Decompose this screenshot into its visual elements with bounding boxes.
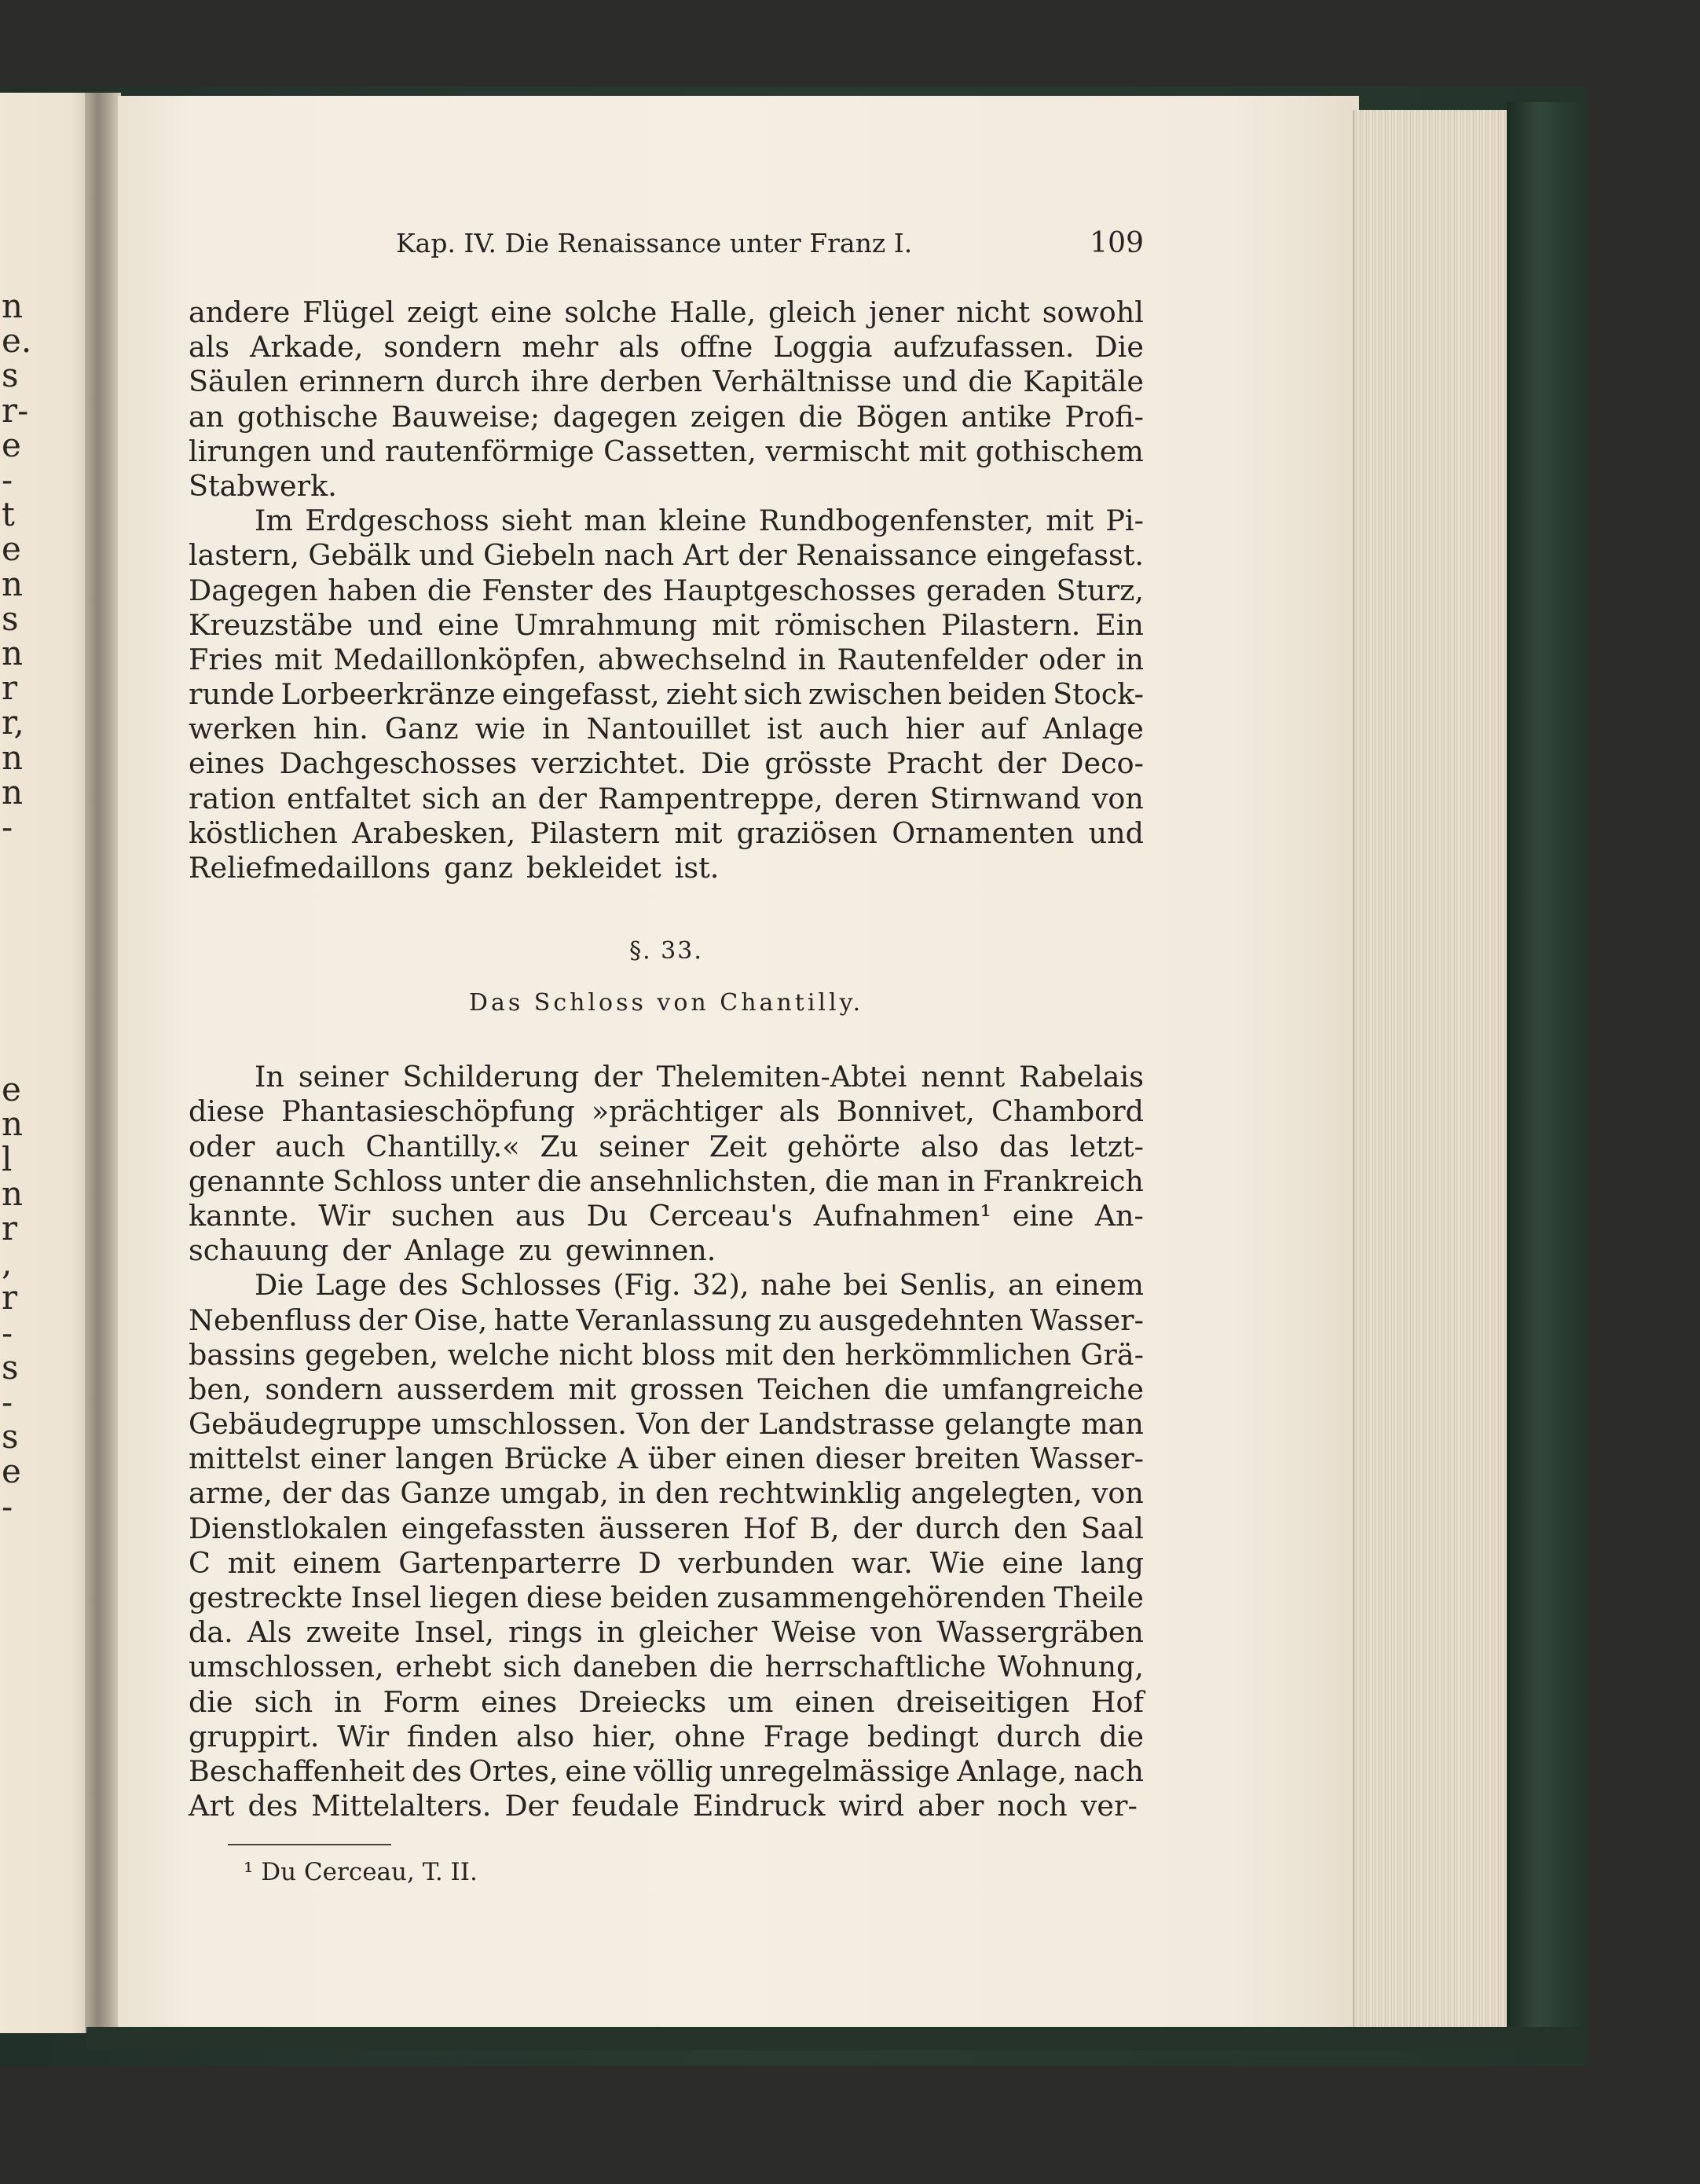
left-page-fragment: r,: [2, 703, 24, 742]
left-page-fragment: -: [2, 1313, 13, 1352]
left-page-fragment: r: [2, 669, 18, 708]
text-line: ben, sondern ausserdem mit grossen Teichen die umfangreiche: [189, 1372, 1144, 1406]
left-page-fragment: e: [2, 425, 21, 464]
left-page-fragment: s: [2, 1347, 19, 1387]
book-gutter: [85, 93, 121, 2033]
left-page-fragment: ,: [2, 1244, 13, 1283]
text-line: Gebäudegruppe umschlossen. Von der Landstrasse gelangte man: [189, 1407, 1144, 1442]
text-line: Stabwerk.: [189, 468, 337, 503]
left-page-fragment: r-: [2, 390, 29, 430]
text-line: lirungen und rautenförmige Cassetten, vermischt mit gothischem: [189, 434, 1144, 468]
left-page-fragment: n: [2, 634, 24, 672]
text-line: an gothische Bauweise; dagegen zeigen die Bögen antike Profi-: [189, 399, 1144, 434]
left-page-fragment: n: [2, 738, 24, 777]
text-line: diese Phantasieschöpfung »prächtiger als Bonnivet, Chambord: [189, 1094, 1144, 1129]
paragraph-3: [189, 1060, 1144, 1268]
left-page-fragment: e: [2, 1452, 21, 1491]
left-page-fragment: -: [2, 808, 13, 846]
section-title: Das Schloss von Chantilly.: [468, 989, 864, 1017]
text-line: Art des Mittelalters. Der feudale Eindruck wird aber noch ver-: [189, 1789, 1138, 1823]
paragraph-2: [189, 504, 1144, 885]
text-line: schauung der Anlage zu gewinnen.: [189, 1233, 716, 1268]
page-text: [189, 223, 1144, 1889]
text-line: Beschaffenheit des Ortes, eine völlig unregelmässige Anlage, nach: [189, 1753, 1144, 1788]
text-line: ration entfaltet sich an der Rampentreppe, deren Stirnwand von: [189, 781, 1144, 815]
section-number: §. 33.: [629, 937, 703, 966]
text-line: oder auch Chantilly.« Zu seiner Zeit gehörte also das letzt-: [189, 1129, 1144, 1163]
page-fore-edge: [1353, 110, 1511, 2027]
text-line: C mit einem Gartenparterre D verbunden war. Wie eine lang: [189, 1545, 1144, 1580]
running-head-title: Kap. IV. Die Renaissance unter Franz I.: [396, 228, 913, 258]
paragraph-1: [189, 295, 1144, 504]
text-line: die sich in Form eines Dreiecks um einen dreiseitigen Hof: [189, 1684, 1144, 1719]
text-line: Nebenfluss der Oise, hatte Veranlassung zu ausgedehnten Wasser-: [189, 1303, 1144, 1337]
left-page-fragment: t: [2, 495, 15, 534]
left-page-fragment: s: [2, 1417, 19, 1457]
left-page-fragment: n: [2, 1174, 24, 1213]
text-line: arme, der das Ganze umgab, in den rechtwinklig angelegten, von: [189, 1476, 1144, 1511]
text-line: werken hin. Ganz wie in Nantouillet ist auch hier auf Anlage: [189, 712, 1144, 746]
left-page-fragment: e: [2, 1070, 21, 1109]
left-page-fragment: n: [2, 772, 24, 812]
left-page: [0, 93, 88, 2033]
text-line: gruppirt. Wir finden also hier, ohne Frage bedingt durch die: [189, 1719, 1144, 1753]
text-line: gestreckte Insel liegen diese beiden zusammengehörenden Theile: [189, 1581, 1144, 1614]
text-line: Die Lage des Schlosses (Fig. 32), nahe bei Senlis, an einem: [255, 1268, 1144, 1303]
text-line: Kreuzstäbe und eine Umrahmung mit römischen Pilastern. Ein: [189, 607, 1144, 642]
text-line: runde Lorbeerkränze eingefasst, zieht sich zwischen beiden Stock-: [189, 677, 1144, 712]
text-line: Dienstlokalen eingefassten äusseren Hof B, der durch den Saal: [189, 1511, 1144, 1545]
left-page-fragment: r: [2, 1278, 18, 1317]
text-line: kannte. Wir suchen aus Du Cerceau's Aufnahmen¹ eine An-: [189, 1198, 1144, 1233]
left-page-fragment: n: [2, 564, 24, 603]
cover-edge: [1507, 102, 1585, 2043]
cover-bottom-edge: [86, 2027, 1587, 2050]
text-line: andere Flügel zeigt eine solche Halle, gleich jener nicht sowohl: [189, 295, 1144, 329]
left-page-fragment: -: [2, 1486, 13, 1526]
text-line: In seiner Schilderung der Thelemiten-Abtei nennt Rabelais: [255, 1060, 1144, 1094]
text-line: lastern, Gebälk und Giebeln nach Art der Renaissance eingefasst.: [189, 538, 1144, 573]
running-head: [396, 223, 1144, 264]
text-line: köstlichen Arabesken, Pilastern mit graziösen Ornamenten und: [189, 815, 1144, 850]
left-page-fragment: n: [2, 1105, 24, 1144]
left-page-fragment: -: [2, 1383, 13, 1421]
left-page-fragment: s: [2, 356, 19, 395]
left-page-fragment: e.: [2, 321, 32, 361]
text-line: Reliefmedaillons ganz bekleidet ist.: [189, 851, 720, 885]
left-page-fragment: n: [2, 287, 24, 325]
text-line: mittelst einer langen Brücke A über einen dieser breiten Wasser-: [189, 1442, 1144, 1476]
text-line: umschlossen, erhebt sich daneben die herrschaftliche Wohnung,: [189, 1650, 1144, 1684]
text-line: da. Als zweite Insel, rings in gleicher Weise von Wassergräben: [189, 1615, 1144, 1650]
footnote-rule: [228, 1844, 391, 1845]
left-page-fragment: -: [2, 460, 13, 499]
paragraph-4: [189, 1268, 1144, 1823]
left-page-fragment: e: [2, 530, 21, 569]
left-page-fragment: r: [2, 1209, 18, 1248]
page-number: 109: [1090, 227, 1144, 259]
text-line: bassins gegeben, welche nicht bloss mit den herkömmlichen Grä-: [189, 1337, 1144, 1372]
text-line: Fries mit Medaillonköpfen, abwechselnd in Rautenfelder oder in: [189, 642, 1144, 676]
left-page-fragment: l: [2, 1139, 13, 1178]
text-line: Dagegen haben die Fenster des Hauptgeschosses geraden Sturz,: [189, 573, 1144, 607]
text-line: genannte Schloss unter die ansehnlichsten, die man in Frankreich: [189, 1163, 1144, 1198]
text-line: eines Dachgeschosses verzichtet. Die grösste Pracht der Deco-: [189, 746, 1144, 781]
text-line: Im Erdgeschoss sieht man kleine Rundbogenfenster, mit Pi-: [255, 504, 1144, 538]
footnote: ¹ Du Cerceau, T. II.: [244, 1858, 478, 1887]
text-line: als Arkade, sondern mehr als offne Loggia aufzufassen. Die: [189, 330, 1144, 365]
text-line: Säulen erinnern durch ihre derben Verhältnisse und die Kapitäle: [189, 365, 1144, 399]
left-page-fragment: s: [2, 599, 19, 638]
